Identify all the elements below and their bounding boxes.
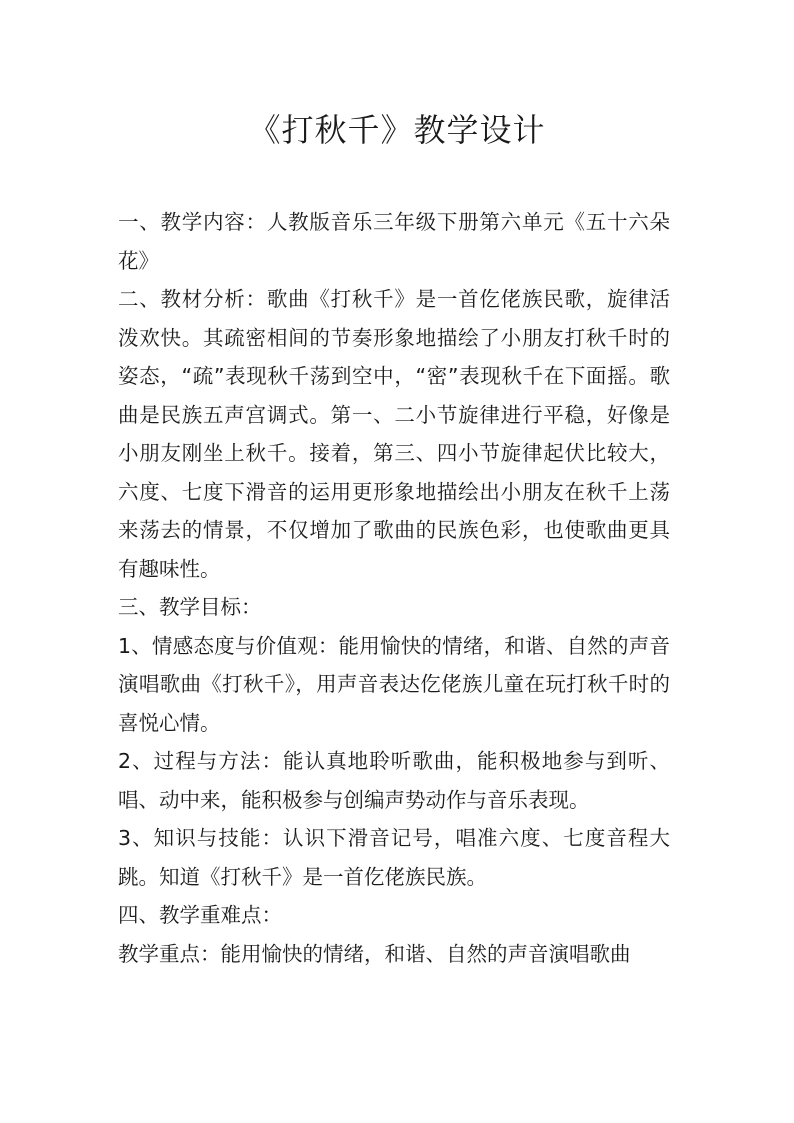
paragraph-goal-knowledge: 3、知识与技能：认识下滑音记号，唱准六度、七度音程大跳。知道《打秋千》是一首仡佬族民族。 — [118, 826, 670, 889]
paragraph-goal-process: 2、过程与方法：能认真地聆听歌曲，能积极地参与到听、唱、动中来，能积极参与创编声势动作与音乐表现。 — [118, 749, 670, 812]
paragraph-material-analysis: 二、教材分析：歌曲《打秋千》是一首仡佬族民歌，旋律活泼欢快。其疏密相间的节奏形象地描绘了小朋友打秋千时的姿态，“疏”表现秋千荡到空中，“密”表现秋千在下面摇。歌曲是民族五声宫调式。第一、二小节旋律进行平稳，好像是小朋友刚坐上秋千。接着，第三、四小节旋律起伏比较大，六度、七度下滑音的运用更形象地描绘出小朋友在秋千上荡来荡去的情景，不仅增加了歌曲的民族色彩，也使歌曲更具有趣味性。 — [118, 287, 670, 581]
paragraph-key-point: 教学重点：能用愉快的情绪，和谐、自然的声音演唱歌曲 — [118, 941, 631, 966]
document-title: 《打秋千》教学设计 — [248, 111, 546, 149]
paragraph-key-points-heading: 四、教学重难点： — [118, 903, 282, 927]
document-body — [118, 203, 670, 973]
paragraph-teaching-goals-heading: 三、教学目标： — [118, 595, 262, 619]
paragraph-teaching-content: 一、教学内容：人教版音乐三年级下册第六单元《五十六朵花》 — [118, 210, 670, 273]
paragraph-goal-emotion: 1、情感态度与价值观：能用愉快的情绪，和谐、自然的声音演唱歌曲《打秋千》，用声音表达仡佬族儿童在玩打秋千时的喜悦心情。 — [118, 633, 670, 735]
